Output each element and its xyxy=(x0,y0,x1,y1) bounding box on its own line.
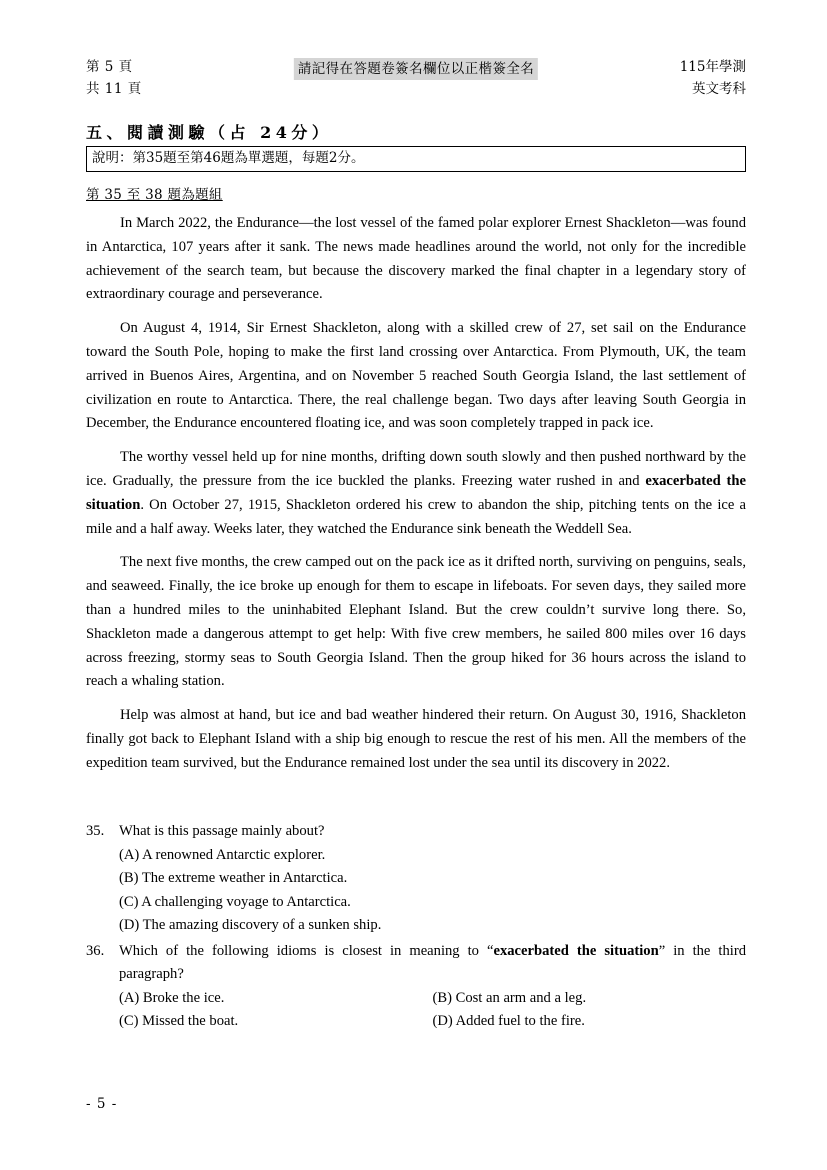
question-36-option-b[interactable]: (B) Cost an arm and a leg. xyxy=(432,989,587,1006)
page-total-line: 共 11 頁 xyxy=(86,81,142,97)
question-36-option-a[interactable]: (A) Broke the ice. xyxy=(119,989,225,1006)
passage-paragraph-3 xyxy=(86,446,746,541)
question-36-stem-text-before-bold: Which of the following idioms is closest in meaning to “ xyxy=(119,942,494,959)
passage-paragraph-2: On August 4, 1914, Sir Ernest Shackleton, along with a skilled crew of 27, set sail on the Endurance toward the South Pole, hoping to make the first land crossing over Antarctica. From Plymouth, UK, the team arrived in Buenos Aires, Argentina, and on November 5 reached South Georgia Island, the last settlement of civilization en route to Antarctica. There, the real challenge began. Two days after leaving South Georgia in December, the Endurance encountered floating ice, and was soon completely trapped in pack ice. xyxy=(86,320,746,432)
page-current-line: 第 5 頁 xyxy=(86,59,133,75)
question-35-option-b[interactable]: (B) The extreme weather in Antarctica. xyxy=(119,870,348,886)
paragraph3-text-before-bold: The worthy vessel held up for nine months, drifting down south slowly and then pushed northward by the ice. Gradually, the pressure from the ice buckled the planks. Freezing water rushed in and xyxy=(86,449,746,489)
question-35-option-c[interactable]: (C) A challenging voyage to Antarctica. xyxy=(119,893,351,910)
question-36-stem-text-after-bold: ” in the third paragraph? xyxy=(119,942,746,982)
passage-paragraph-5: Help was almost at hand, but ice and bad weather hindered their return. On August 30, 1916, Shackleton finally got back to Elephant Island with a ship big enough to rescue the rest of his men. All the members of the expedition team survived, but the Endurance remained lost under the sea until its discovery in 2022. xyxy=(86,707,746,771)
question-group-subheading: 第 35 至 38 題為題組 xyxy=(86,187,223,203)
exam-subject: 英文考科 xyxy=(692,81,746,97)
question-36 xyxy=(86,940,746,1034)
question-35-number: 35. xyxy=(86,823,105,839)
question-35-option-d[interactable]: (D) The amazing discovery of a sunken ship. xyxy=(119,917,382,933)
question-35-option-a[interactable]: (A) A renowned Antarctic explorer. xyxy=(119,846,326,863)
paragraph3-text-after-bold: . On October 27, 1915, Shackleton ordered his crew to abandon the ship, pitching tents on the ice a mile and a half away. Weeks later, they watched the Endurance sink beneath the Weddell Sea. xyxy=(86,496,746,537)
exam-name: 115年學測 xyxy=(679,59,746,75)
section-heading: 五、閱讀測驗（占 24分） xyxy=(86,123,333,142)
question-35-stem xyxy=(86,820,746,844)
signature-notice-banner: 請記得在答題卷簽名欄位以正楷簽全名 xyxy=(294,58,538,80)
page-footer-marker: - 5 - xyxy=(86,1096,118,1112)
question-36-number: 36. xyxy=(86,942,105,959)
question-36-options xyxy=(86,987,746,1034)
question-36-option-d[interactable]: (D) Added fuel to the fire. xyxy=(432,1013,585,1029)
page-number-block xyxy=(86,56,142,100)
paragraph3-bold-idiom: exacerbated the situation xyxy=(86,472,746,513)
question-36-stem xyxy=(86,940,746,987)
instruction-box xyxy=(86,146,746,172)
question-list xyxy=(86,820,746,1036)
question-36-option-c[interactable]: (C) Missed the boat. xyxy=(119,1013,239,1029)
passage-paragraph-4: The next five months, the crew camped out on the pack ice as it drifted north, surviving on penguins, seals, and seaweed. Finally, the ice broke up enough for them to escape in lifeboats. For seven days, they sailed more than a hundred miles to the uninhabited Elephant Island. But the crew couldn’t survive long there. So, Shackleton made a dangerous attempt to get help: With five crew members, he sailed 800 miles over 16 days across freezing, stormy seas to South Georgia Island. Then the group hiked for 36 hours across the island to reach a whaling station. xyxy=(86,554,746,690)
exam-identification-block xyxy=(680,56,746,100)
running-header xyxy=(86,56,746,102)
reading-passage xyxy=(86,212,746,776)
question-35 xyxy=(86,820,746,938)
question-35-options xyxy=(86,844,746,938)
question-36-stem-bold-idiom: exacerbated the situation xyxy=(493,942,659,959)
question-35-stem-text: What is this passage mainly about? xyxy=(119,823,325,839)
instruction-text: 說明：第35題至第46題為單選題，每題2分。 xyxy=(92,150,365,166)
passage-paragraph-1: In March 2022, the Endurance—the lost vessel of the famed polar explorer Ernest Shackleton—was found in Antarctica, 107 years after it sank. The news made headlines around the world, not only for the incredible achievement of the search team, but because the discovery marked the final chapter in a legendary story of extraordinary courage and perseverance. xyxy=(86,215,746,303)
